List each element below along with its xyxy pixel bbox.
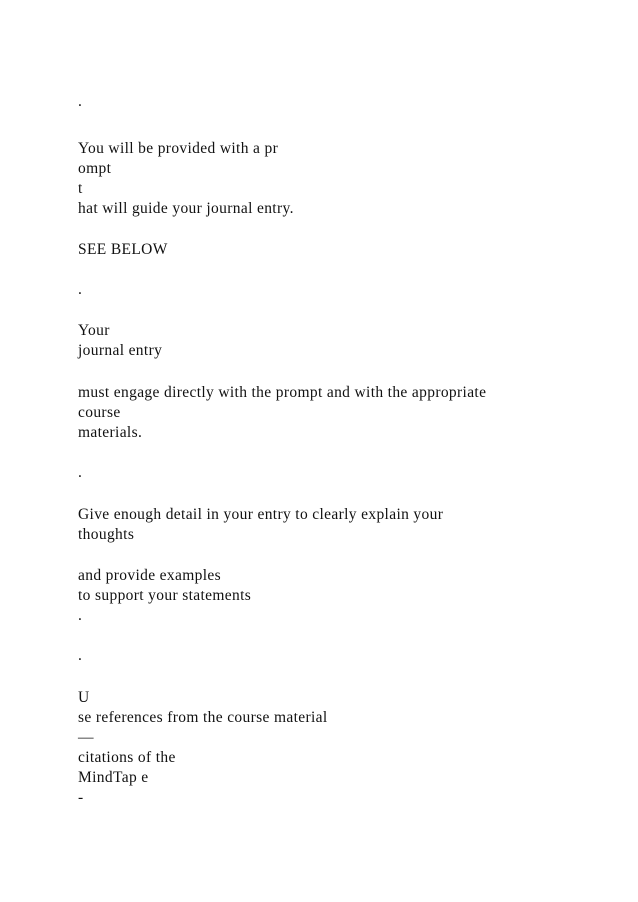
text-line: . [78,607,83,624]
text-line: . [78,647,83,664]
text-line: You will be provided with a pr [78,140,279,157]
text-line: SEE BELOW [78,241,168,258]
text-line: journal entry [78,342,163,359]
text-line: to support your statements [78,587,252,604]
text-line: . [78,464,83,481]
text-line: MindTap e [78,769,149,786]
text-line: Your [78,322,110,339]
text-line: U [78,689,90,706]
text-line: course [78,404,121,421]
text-line: materials. [78,424,143,441]
text-line: thoughts [78,526,135,543]
text-line: and provide examples [78,567,222,584]
text-line: - [78,789,84,806]
text-line: . [78,281,83,298]
text-line: . [78,93,83,110]
text-line: se references from the course material [78,709,328,726]
text-line: must engage directly with the prompt and with the appropriate [78,384,487,401]
text-line: t [78,180,83,197]
text-line: hat will guide your journal entry. [78,200,294,217]
text-line: Give enough detail in your entry to clearly explain your [78,506,444,523]
text-line: citations of the [78,749,176,766]
text-line: ompt [78,160,112,177]
text-line: — [78,729,94,746]
